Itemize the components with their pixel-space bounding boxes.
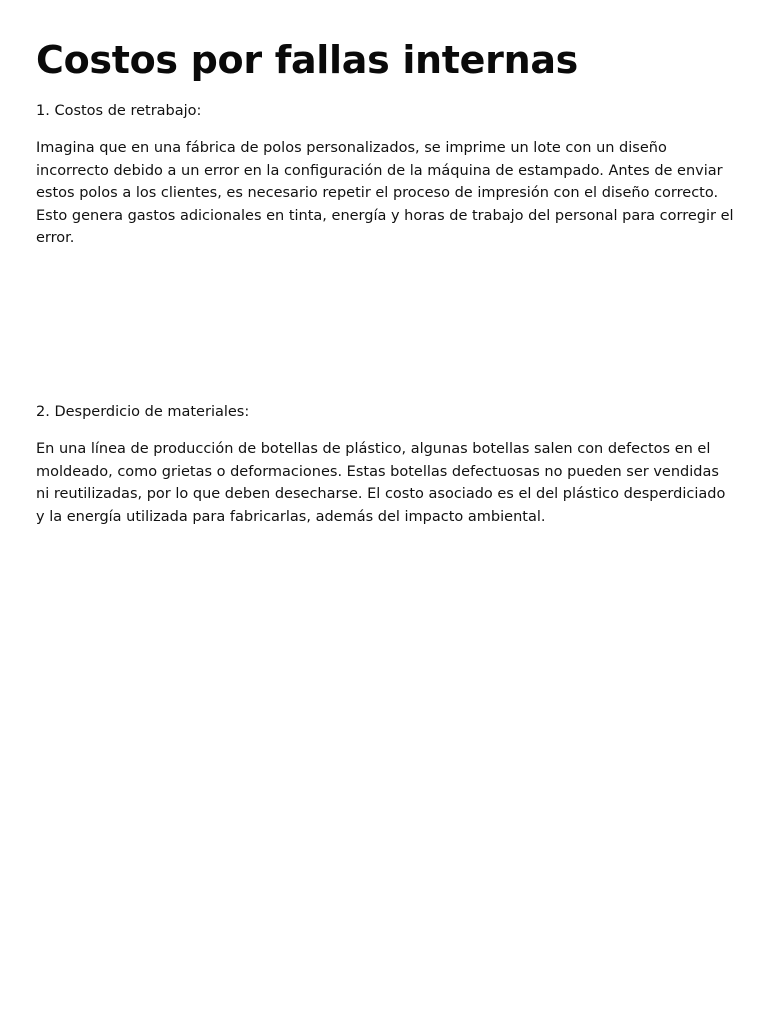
section-heading-material-waste: 2. Desperdicio de materiales:: [36, 404, 250, 420]
section-paragraph-rework-costs: Imagina que en una fábrica de polos personalizados, se imprime un lote con un diseño incorrecto debido a un error en la configuración de la máquina de estampado. Antes de enviar estos polos a los clientes, es necesario repetir el proceso de impresión con el diseño correcto. Esto genera gastos adicionales en tinta, energía y horas de trabajo del personal para corregir el error.: [36, 140, 734, 246]
section-paragraph-material-waste: En una línea de producción de botellas de plástico, algunas botellas salen con defectos en el moldeado, como grietas o deformaciones. Estas botellas defectuosas no pueden ser vendidas ni reutilizadas, por lo que deben desecharse. El costo asociado es el del plástico desperdiciado y la energía utilizada para fabricarlas, además del impacto ambiental.: [36, 441, 726, 525]
section-heading-rework-costs: 1. Costos de retrabajo:: [36, 103, 202, 119]
page-title: Costos por fallas internas: [36, 38, 578, 82]
